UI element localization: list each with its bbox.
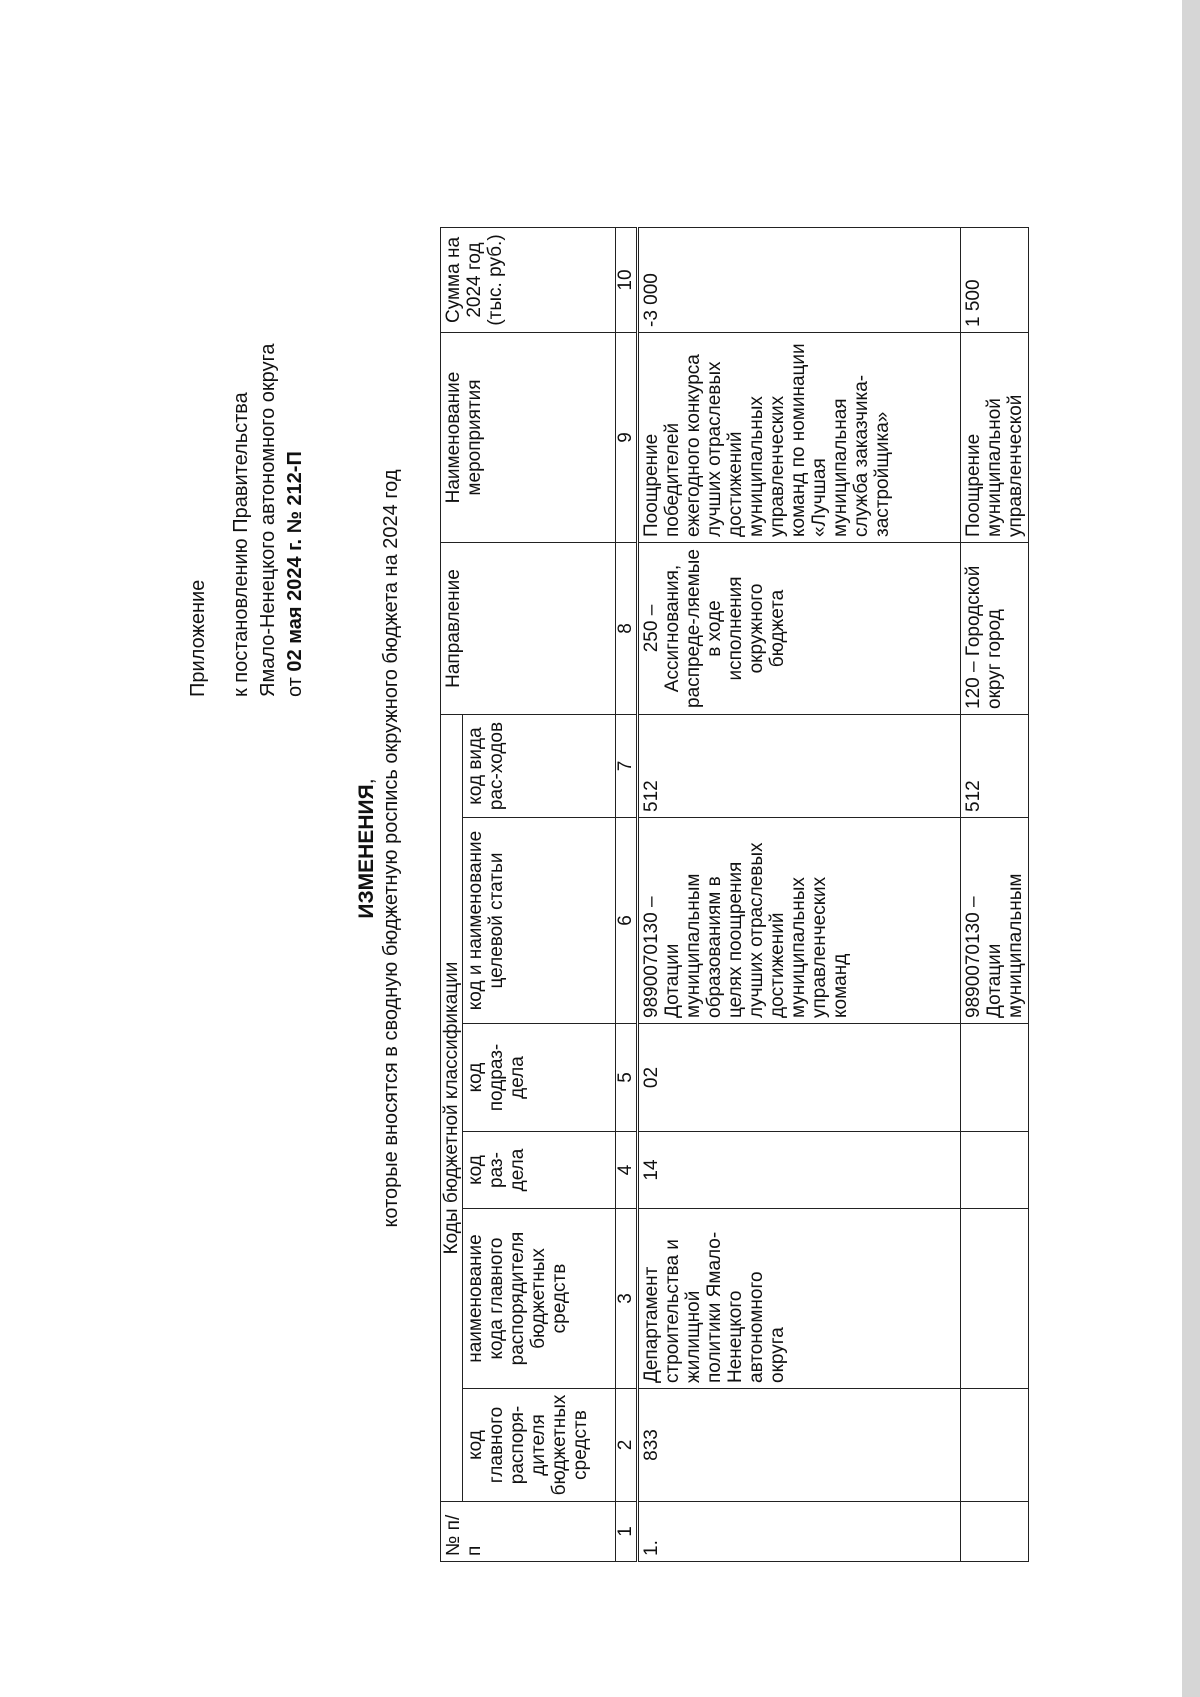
cell-razdel: 14 <box>638 1132 961 1209</box>
col-number: 6 <box>616 818 638 1024</box>
column-numbers-row <box>616 228 638 1562</box>
header-grbs-name: наименование кода главного распорядителя бюджетных средств <box>463 1209 616 1389</box>
cell-podrazdel <box>961 1024 1029 1132</box>
col-number: 10 <box>616 228 638 333</box>
header-direction: Направление <box>441 543 616 715</box>
changes-table <box>440 227 1029 1562</box>
appendix-line-1: к постановлению Правительства <box>230 392 252 697</box>
header-sum: Сумма на 2024 год (тыс. руб.) <box>441 228 616 333</box>
cell-vid: 512 <box>961 715 1029 818</box>
table-row <box>961 228 1029 1562</box>
doc-title-comma: , <box>355 778 378 785</box>
doc-title: ИЗМЕНЕНИЯ <box>355 784 378 919</box>
col-number: 8 <box>616 543 638 715</box>
header-group: Коды бюджетной классификации <box>441 715 463 1502</box>
col-number: 9 <box>616 333 638 543</box>
cell-grbs-name <box>961 1209 1029 1389</box>
doc-subtitle: которые вносятся в сводную бюджетную роспись окружного бюджета на 2024 год <box>380 469 402 1228</box>
appendix-line-2: Ямало-Ненецкого автономного округа <box>257 343 279 697</box>
cell-event: Поощрение победителей ежегодного конкурса лучших отраслевых достижений муниципальных управленческих команд по номинации «Лучшая муниципальная служба заказчика-застройщика» <box>638 333 961 543</box>
appendix-date-line <box>282 451 309 697</box>
col-number: 3 <box>616 1209 638 1389</box>
cell-num <box>961 1502 1029 1562</box>
cell-podrazdel: 02 <box>638 1024 961 1132</box>
col-number: 2 <box>616 1389 638 1502</box>
header-row-1 <box>441 228 463 1562</box>
doc-title-line <box>355 0 379 1697</box>
col-number: 5 <box>616 1024 638 1132</box>
cell-sum: 1 500 <box>961 228 1029 333</box>
header-vid: код вида рас-ходов <box>463 715 616 818</box>
cell-vid: 512 <box>638 715 961 818</box>
appendix-date-value: 02 мая 2024 г. № 212-П <box>284 451 306 672</box>
cell-article: 9890070130 – Дотации муниципальным образованиям в целях поощрения лучших отраслевых достижений муниципальных управленческих команд <box>638 818 961 1024</box>
cell-grbs-code <box>961 1389 1029 1502</box>
cell-num: 1. <box>638 1502 961 1562</box>
col-number: 7 <box>616 715 638 818</box>
table-row <box>638 228 961 1562</box>
page-edge-shadow <box>1182 0 1200 1697</box>
header-podrazdel: код подраз-дела <box>463 1024 616 1132</box>
cell-direction: 250 – Ассигнования, распреде-ляемые в ходе исполнения окружного бюджета <box>638 543 961 715</box>
cell-razdel <box>961 1132 1029 1209</box>
cell-sum: -3 000 <box>638 228 961 333</box>
cell-grbs-name: Департамент строительства и жилищной политики Ямало-Ненецкого автономного округа <box>638 1209 961 1389</box>
appendix-date-prefix: от <box>284 671 306 697</box>
header-num: № п/п <box>441 1502 616 1562</box>
cell-grbs-code: 833 <box>638 1389 961 1502</box>
header-event: Наименование мероприятия <box>441 333 616 543</box>
header-grbs-code: код главного распоря-дителя бюджетных средств <box>463 1389 616 1502</box>
header-article: код и наименование целевой статьи <box>463 818 616 1024</box>
col-number: 4 <box>616 1132 638 1209</box>
col-number: 1 <box>616 1502 638 1562</box>
cell-article: 9890070130 – Дотации муниципальным <box>961 818 1029 1024</box>
header-razdel: код раз-дела <box>463 1132 616 1209</box>
appendix-title: Приложение <box>187 579 209 697</box>
cell-direction: 120 – Городской округ город <box>961 543 1029 715</box>
cell-event: Поощрение муниципальной управленческой <box>961 333 1029 543</box>
